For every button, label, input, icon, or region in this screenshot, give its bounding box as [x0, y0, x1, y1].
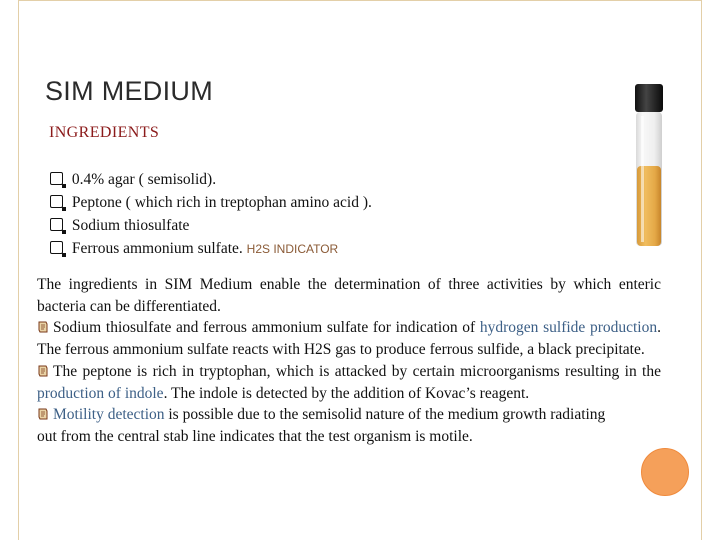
h2s-indicator-note: H2S INDICATOR: [246, 242, 339, 256]
ingredient-item: [50, 237, 372, 260]
ingredients-heading: INGREDIENTS: [49, 124, 160, 141]
paragraph-text: is possible due to the semisolid nature of the medium growth radiating out from the central stab line indicates that the test organism is motile.: [37, 406, 606, 445]
paragraph-h2s: [37, 317, 661, 360]
ingredient-text: 0.4% agar ( semisolid).: [71, 171, 217, 188]
indole-link-text: production of indole: [37, 384, 164, 402]
scroll-bullet-icon: [37, 365, 49, 377]
ingredient-item: [50, 168, 372, 191]
paragraph-text: . The indole is detected by the addition of Kovac’s reagent.: [163, 384, 530, 402]
decorative-circle: [641, 448, 689, 496]
tube-liquid: [637, 166, 661, 246]
ingredient-item: [50, 214, 372, 237]
hydrogen-sulfide-link-text: hydrogen sulfide production: [479, 319, 658, 337]
frame-top-line: [18, 0, 702, 1]
intro-paragraph: The ingredients in SIM Medium enable the determination of three activities by which enteric bacteria can be differentiated.: [37, 276, 661, 315]
ingredient-text: Peptone ( which rich in treptophan amino acid ).: [71, 194, 372, 211]
ingredients-list: [50, 168, 372, 260]
frame-left-line: [18, 0, 19, 540]
ingredient-item: [50, 191, 372, 214]
body-text: [37, 274, 661, 448]
tube-cap: [635, 84, 663, 112]
ingredient-text: Sodium thiosulfate: [71, 217, 190, 234]
ingredient-text: Ferrous ammonium sulfate.: [71, 240, 247, 257]
scroll-bullet-icon: [37, 408, 49, 420]
checkbox-bullet-icon: [50, 218, 63, 231]
motility-link-text: Motility detection: [53, 406, 165, 424]
scroll-bullet-icon: [37, 321, 49, 333]
test-tube-image: [632, 84, 666, 250]
slide-title: SIM MEDIUM: [45, 76, 213, 106]
paragraph-motility: [37, 404, 627, 447]
paragraph-text: Sodium thiosulfate and ferrous ammonium sulfate for indication of: [53, 319, 480, 337]
checkbox-bullet-icon: [50, 241, 63, 254]
checkbox-bullet-icon: [50, 172, 63, 185]
paragraph-indole: [37, 361, 661, 404]
paragraph-text: The peptone is rich in tryptophan, which is attacked by certain microorganisms resulting in the: [53, 362, 661, 380]
paragraph-text: . The ferrous ammonium sulfate reacts with H2S gas to produce ferrous sulfide, a black precipitate.: [37, 319, 661, 359]
checkbox-bullet-icon: [50, 195, 63, 208]
frame-right-line: [701, 0, 702, 540]
